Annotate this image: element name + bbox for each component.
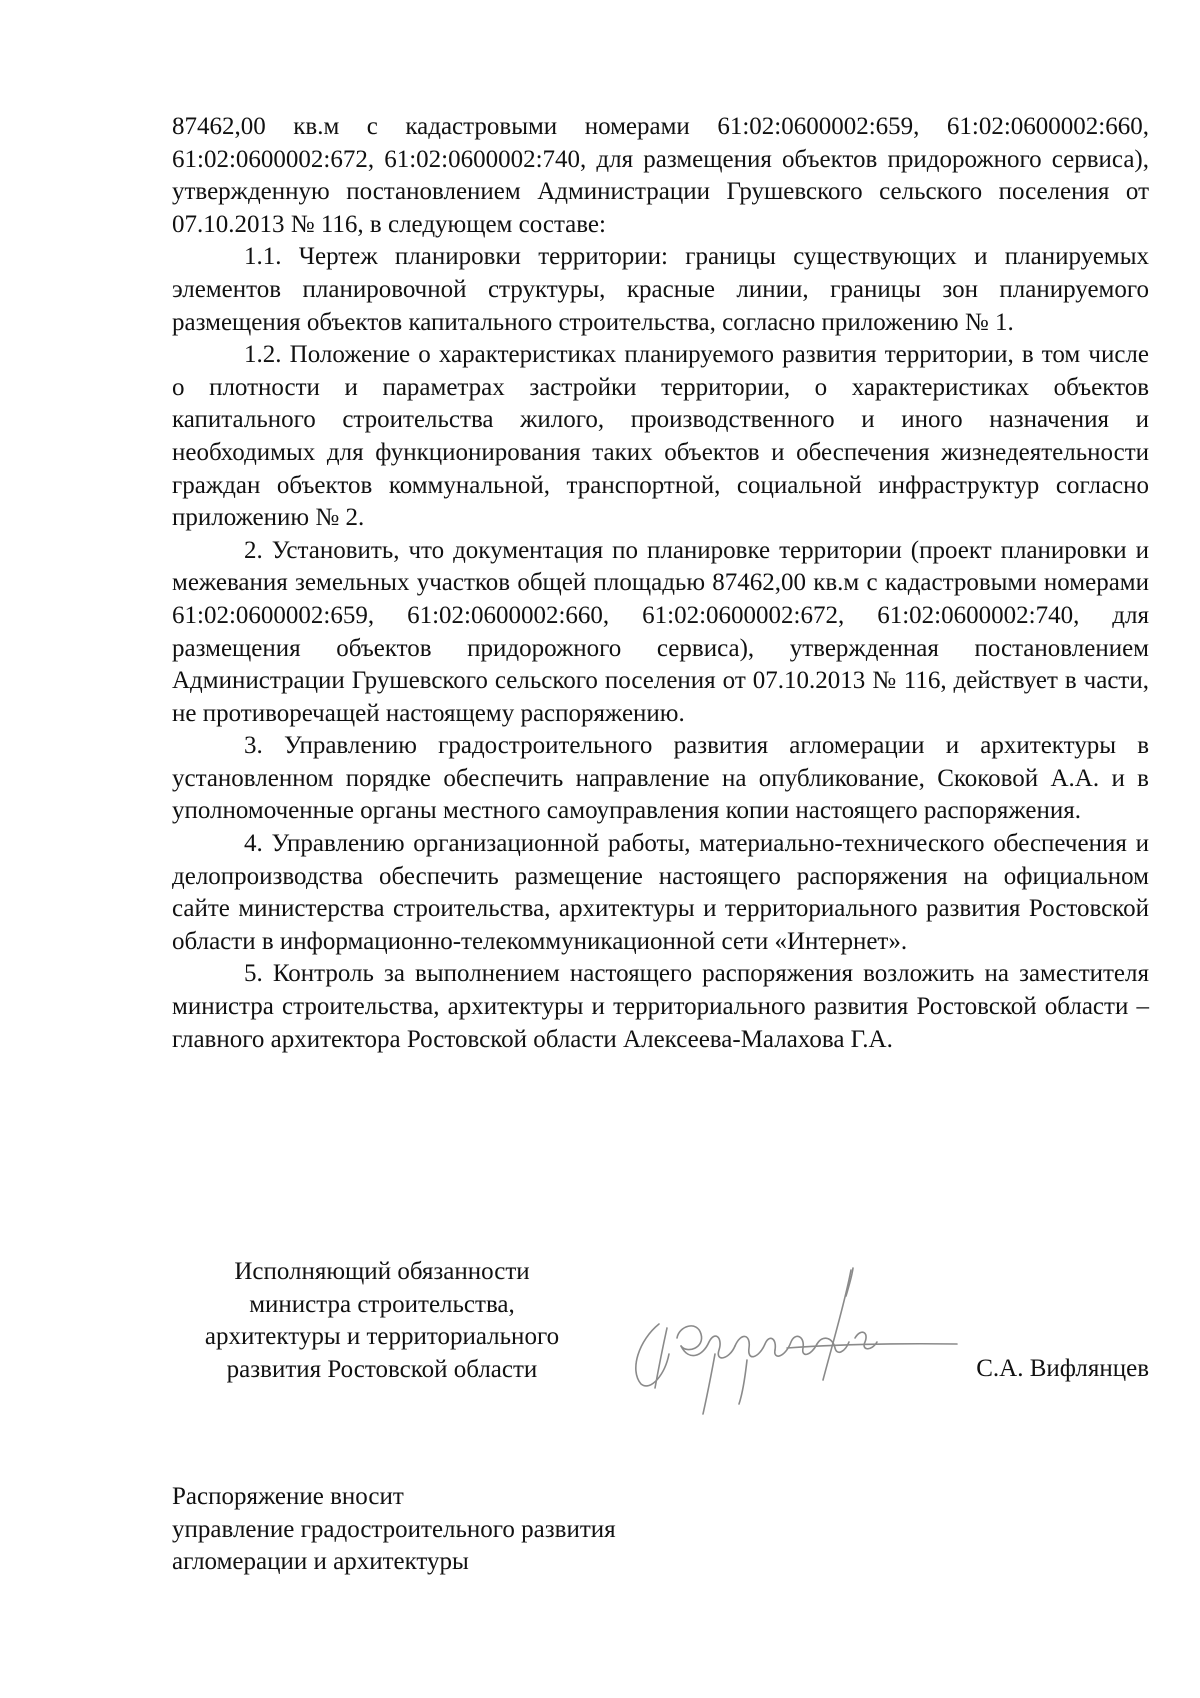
signature-block xyxy=(172,1256,1149,1416)
paragraph-intro-continuation: 87462,00 кв.м с кадастровыми номерами 61:02:0600002:659, 61:02:0600002:660, 61:02:0600002:672, 61:02:0600002:740, для размещения объектов придорожного сервиса), утвержденную постановлением Администрации Грушевского сельского поселения от 07.10.2013 № 116, в следующем составе: xyxy=(172,113,1149,238)
paragraph-1-1: 1.1. Чертеж планировки территории: границы существующих и планируемых элементов планировочной структуры, красные линии, границы зон планируемого размещения объектов капитального строительства, согласно приложению № 1. xyxy=(172,243,1149,336)
signer-position-line: министра строительства, xyxy=(249,1290,515,1318)
paragraph-4: 4. Управлению организационной работы, материально-технического обеспечения и делопроизводства обеспечить размещение настоящего распоряжения на официальном сайте министерства строительства, архитектуры и территориального развития Ростовской области в информационно-телекоммуникационной сети «Интернет». xyxy=(172,830,1149,955)
signer-name: С.А. Вифлянцев xyxy=(976,1355,1149,1382)
signer-position xyxy=(172,1256,592,1386)
submitted-by-note xyxy=(172,1481,872,1579)
paragraph-1-2: 1.2. Положение о характеристиках планируемого развития территории, в том числе о плотности и параметрах застройки территории, о характеристиках объектов капитального строительства жилого, производственного и иного назначения и необходимых для функционирования таких объектов и обеспечения жизнедеятельности граждан объектов коммунальной, транспортной, социальной инфраструктур согласно приложению № 2. xyxy=(172,341,1149,532)
signer-position-line: развития Ростовской области xyxy=(226,1355,538,1383)
paragraph-2: 2. Установить, что документация по планировке территории (проект планировки и межевания земельных участков общей площадью 87462,00 кв.м с кадастровыми номерами 61:02:0600002:659, 61:02:0600002:660, 61:02:0600002:672, 61:02:0600002:740, для размещения объектов придорожного сервиса), утвержденная постановлением Администрации Грушевского сельского поселения от 07.10.2013 № 116, действует в части, не противоречащей настоящему распоряжению. xyxy=(172,536,1149,727)
submitted-by-line: управление градостроительного развития xyxy=(172,1515,616,1543)
submitted-by-line: Распоряжение вносит xyxy=(172,1483,404,1510)
paragraph-5: 5. Контроль за выполнением настоящего распоряжения возложить на заместителя министра строительства, архитектуры и территориального развития Ростовской области – главного архитектора Ростовской области Алексеева-Малахова Г.А. xyxy=(172,960,1149,1053)
signer-position-line: Исполняющий обязанности xyxy=(234,1258,530,1285)
handwritten-signature xyxy=(619,1242,979,1432)
paragraph-3: 3. Управлению градостроительного развития агломерации и архитектуры в установленном порядке обеспечить направление на опубликование, Скоковой А.А. и в уполномоченные органы местного самоуправления копии настоящего распоряжения. xyxy=(172,732,1149,825)
submitted-by-line: агломерации и архитектуры xyxy=(172,1548,469,1576)
signer-position-line: архитектуры и территориального xyxy=(204,1323,560,1351)
document-body xyxy=(172,111,1149,1056)
